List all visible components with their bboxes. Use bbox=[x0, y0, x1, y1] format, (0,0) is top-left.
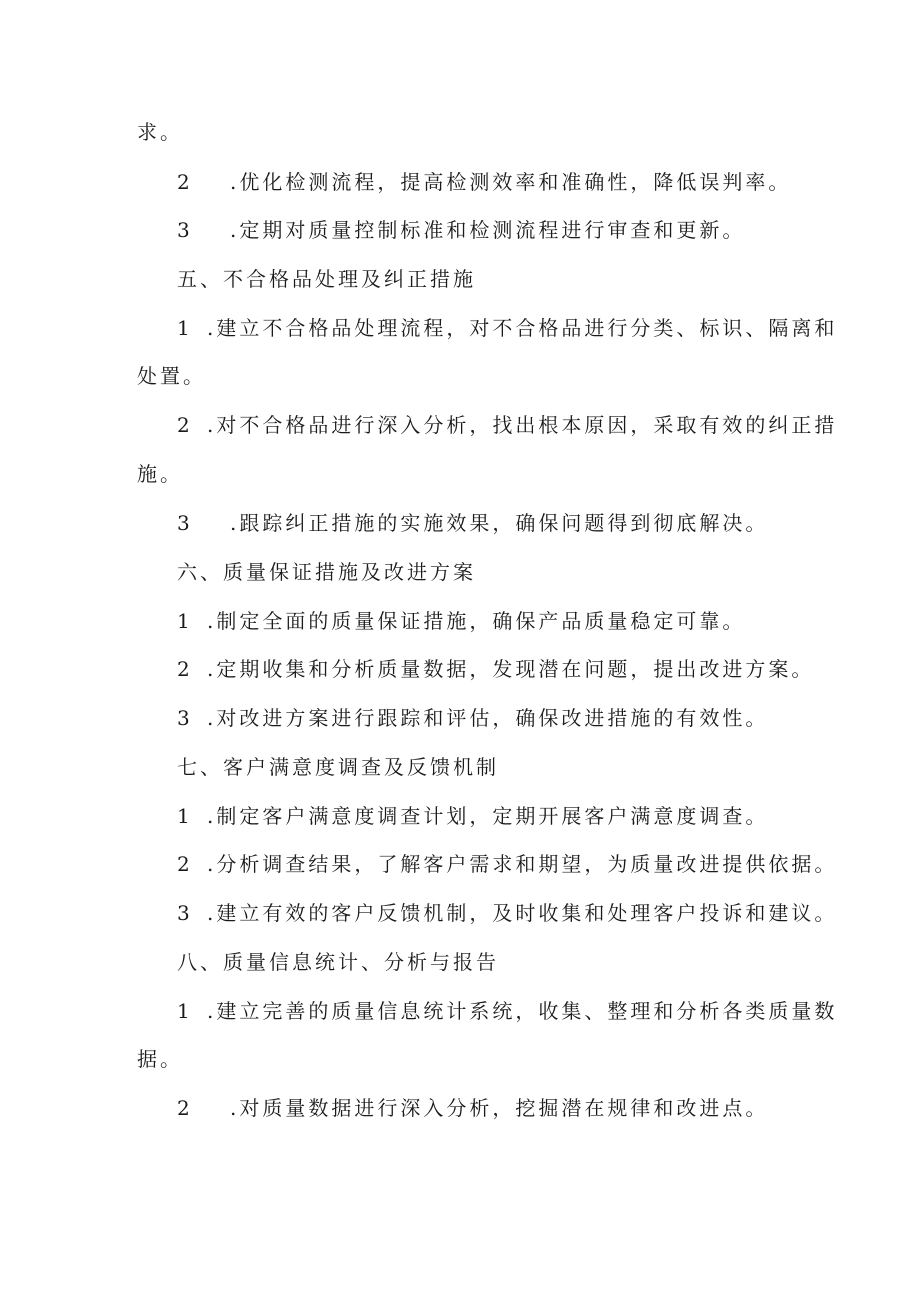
list-item: 2 .对质量数据进行深入分析，挖掘潜在规律和改进点。 bbox=[177, 1096, 769, 1120]
list-item: 3 .对改进方案进行跟踪和评估，确保改进措施的有效性。 bbox=[177, 706, 769, 730]
list-item: 1 .制定客户满意度调查计划，定期开展客户满意度调查。 bbox=[177, 804, 769, 828]
list-item: 2 .对不合格品进行深入分析，找出根本原因，采取有效的纠正措 bbox=[177, 413, 838, 437]
paragraph-continuation: 据。 bbox=[137, 1047, 183, 1071]
list-item: 1 .制定全面的质量保证措施，确保产品质量稳定可靠。 bbox=[177, 609, 746, 633]
paragraph-continuation: 处置。 bbox=[137, 364, 206, 388]
paragraph-continuation: 施。 bbox=[137, 462, 183, 486]
list-item: 2 .优化检测流程，提高检测效率和准确性，降低误判率。 bbox=[177, 170, 792, 194]
section-heading: 七、客户满意度调查及反馈机制 bbox=[177, 755, 499, 779]
list-item: 3 .跟踪纠正措施的实施效果，确保问题得到彻底解决。 bbox=[177, 511, 769, 535]
list-item: 1 .建立完善的质量信息统计系统，收集、整理和分析各类质量数 bbox=[177, 999, 838, 1023]
list-item: 3 .定期对质量控制标准和检测流程进行审查和更新。 bbox=[177, 218, 746, 242]
section-heading: 五、不合格品处理及纠正措施 bbox=[177, 267, 476, 291]
list-item: 1 .建立不合格品处理流程，对不合格品进行分类、标识、隔离和 bbox=[177, 316, 838, 340]
list-item: 2 .分析调查结果，了解客户需求和期望，为质量改进提供依据。 bbox=[177, 852, 838, 876]
paragraph-continuation: 求。 bbox=[137, 120, 183, 144]
section-heading: 八、质量信息统计、分析与报告 bbox=[177, 950, 499, 974]
list-item: 2 .定期收集和分析质量数据，发现潜在问题，提出改进方案。 bbox=[177, 657, 815, 681]
list-item: 3 .建立有效的客户反馈机制，及时收集和处理客户投诉和建议。 bbox=[177, 901, 838, 925]
section-heading: 六、质量保证措施及改进方案 bbox=[177, 560, 476, 584]
